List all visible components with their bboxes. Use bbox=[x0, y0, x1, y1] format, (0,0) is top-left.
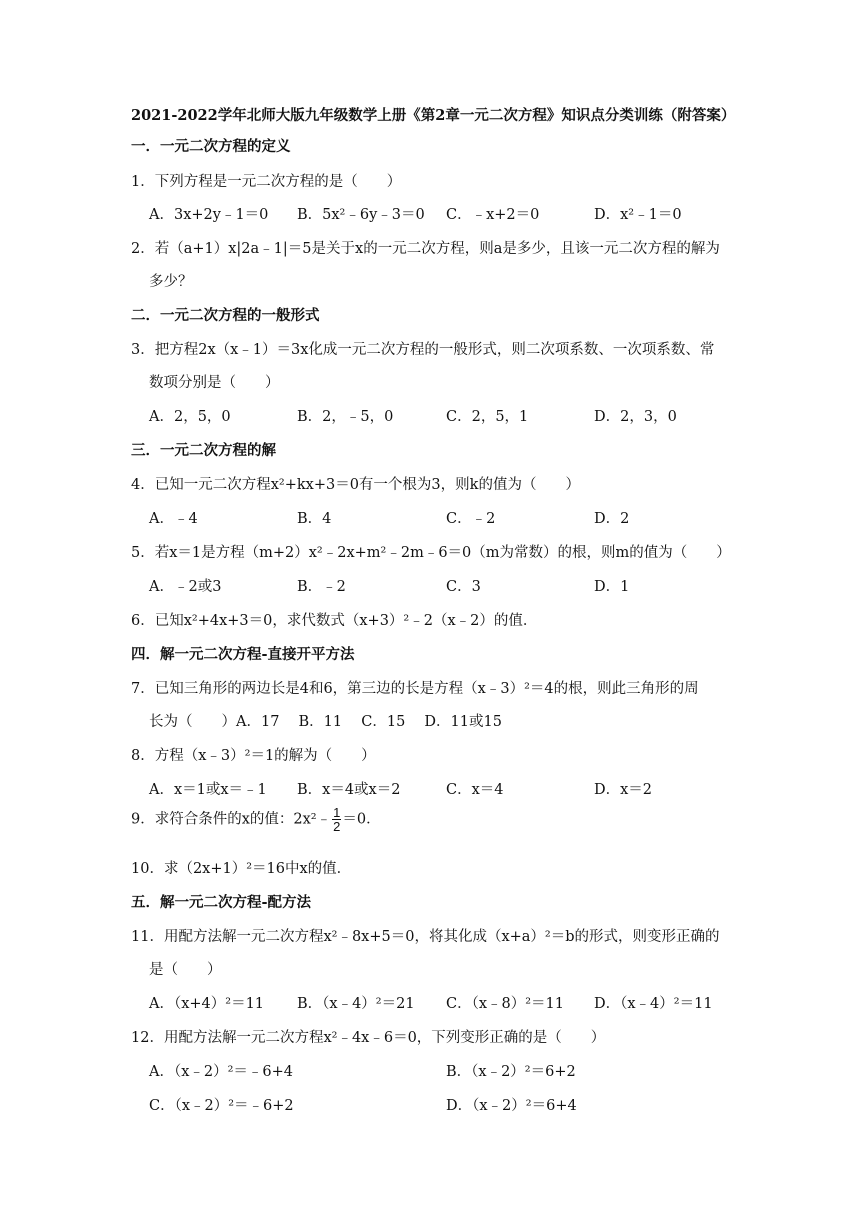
question-4-option-b: B．4 bbox=[297, 511, 332, 527]
question-1-option-b: B．5x²﹣6y﹣3＝0 bbox=[297, 207, 425, 223]
fraction-one-half bbox=[332, 806, 341, 833]
question-3-line-2: 数项分别是（ ） bbox=[149, 375, 280, 391]
question-4-option-d: D．2 bbox=[594, 511, 630, 527]
question-11-line-1: 11．用配方法解一元二次方程x²﹣8x+5＝0，将其化成（x+a）²＝b的形式，则变形正确的 bbox=[131, 929, 720, 945]
question-3-option-b: B．2，﹣5，0 bbox=[297, 409, 394, 425]
question-12-stem: 12．用配方法解一元二次方程x²﹣4x﹣6＝0，下列变形正确的是（ ） bbox=[131, 1030, 606, 1046]
question-4-stem: 4．已知一元二次方程x²+kx+3＝0有一个根为3，则k的值为（ ） bbox=[131, 477, 580, 493]
question-2-line-2: 多少？ bbox=[149, 274, 193, 290]
question-2-line-1: 2．若（a+1）x|2a﹣1|＝5是关于x的一元二次方程，则a是多少，且该一元二次方程的解为 bbox=[131, 241, 720, 257]
question-3-option-c: C．2，5，1 bbox=[446, 409, 529, 425]
section-heading-5: 五．解一元二次方程-配方法 bbox=[131, 894, 312, 911]
section-heading-3: 三．一元二次方程的解 bbox=[131, 442, 276, 459]
fraction-numerator: 1 bbox=[333, 805, 341, 820]
page-title: 2021-2022学年北师大版九年级数学上册《第2章一元二次方程》知识点分类训练（附答案） bbox=[131, 107, 736, 124]
question-5-option-a: A．﹣2或3 bbox=[149, 579, 222, 595]
question-5-option-c: C．3 bbox=[446, 579, 481, 595]
section-heading-2: 二．一元二次方程的一般形式 bbox=[131, 307, 320, 324]
question-5-option-d: D．1 bbox=[594, 579, 630, 595]
section-heading-4: 四．解一元二次方程-直接开平方法 bbox=[131, 646, 355, 663]
question-7-line-2: 长为（ ）A．17 B．11 C．15 D．11或15 bbox=[149, 714, 502, 730]
question-12-option-a: A．（x﹣2）²＝﹣6+4 bbox=[149, 1064, 294, 1080]
question-10-stem: 10．求（2x+1）²＝16中x的值． bbox=[131, 861, 352, 877]
question-3-option-d: D．2，3，0 bbox=[594, 409, 677, 425]
question-1-option-c: C．﹣x+2＝0 bbox=[446, 207, 540, 223]
question-4-option-a: A．﹣4 bbox=[149, 511, 198, 527]
question-9-suffix: ＝0． bbox=[342, 811, 381, 828]
question-8-stem: 8．方程（x﹣3）²＝1的解为（ ） bbox=[131, 748, 376, 764]
question-5-stem: 5．若x＝1是方程（m+2）x²﹣2x+m²﹣2m﹣6＝0（m为常数）的根，则m的值为（ ） bbox=[131, 545, 731, 561]
question-8-option-b: B．x＝4或x＝2 bbox=[297, 782, 401, 798]
question-11-line-2: 是（ ） bbox=[149, 962, 222, 978]
fraction-denominator: 2 bbox=[333, 819, 341, 834]
question-11-option-a: A．（x+4）²＝11 bbox=[149, 996, 265, 1012]
question-9-stem bbox=[131, 806, 381, 833]
question-12-option-c: C．（x﹣2）²＝﹣6+2 bbox=[149, 1098, 294, 1114]
question-1-stem: 1．下列方程是一元二次方程的是（ ） bbox=[131, 174, 402, 190]
question-3-option-a: A．2，5，0 bbox=[149, 409, 231, 425]
question-3-line-1: 3．把方程2x（x﹣1）＝3x化成一元二次方程的一般形式，则二次项系数、一次项系数、常 bbox=[131, 342, 715, 358]
question-8-option-c: C．x＝4 bbox=[446, 782, 504, 798]
question-12-option-d: D．（x﹣2）²＝6+4 bbox=[446, 1098, 577, 1114]
question-11-option-b: B．（x﹣4）²＝21 bbox=[297, 996, 415, 1012]
question-5-option-b: B．﹣2 bbox=[297, 579, 346, 595]
question-11-option-d: D．（x﹣4）²＝11 bbox=[594, 996, 713, 1012]
question-8-option-d: D．x＝2 bbox=[594, 782, 653, 798]
question-7-line-1: 7．已知三角形的两边长是4和6，第三边的长是方程（x﹣3）²＝4的根，则此三角形的周 bbox=[131, 681, 699, 697]
question-1-option-a: A．3x+2y﹣1＝0 bbox=[149, 207, 269, 223]
section-heading-1: 一．一元二次方程的定义 bbox=[131, 138, 291, 155]
question-8-option-a: A．x＝1或x＝﹣1 bbox=[149, 782, 267, 798]
question-12-option-b: B．（x﹣2）²＝6+2 bbox=[446, 1064, 576, 1080]
question-11-option-c: C．（x﹣8）²＝11 bbox=[446, 996, 565, 1012]
question-6-stem: 6．已知x²+4x+3＝0，求代数式（x+3）²﹣2（x﹣2）的值． bbox=[131, 613, 538, 629]
question-9-prefix: 9．求符合条件的x的值：2x²﹣ bbox=[131, 811, 332, 828]
question-1-option-d: D．x²﹣1＝0 bbox=[594, 207, 682, 223]
question-4-option-c: C．﹣2 bbox=[446, 511, 496, 527]
